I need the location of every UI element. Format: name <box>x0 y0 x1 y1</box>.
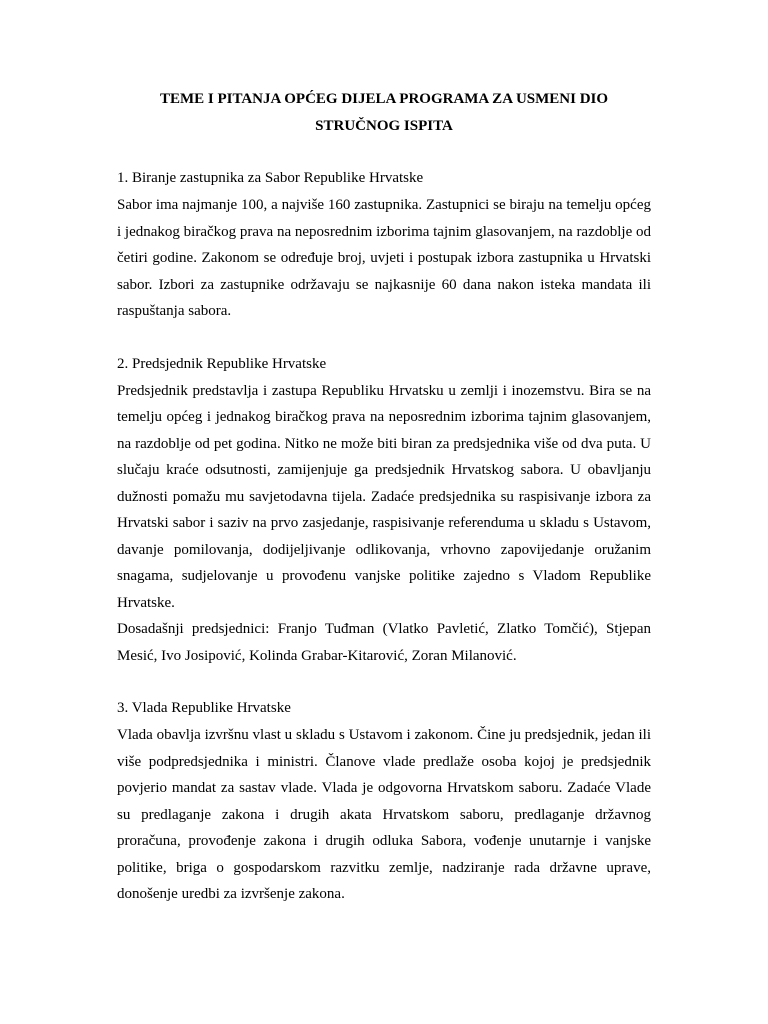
section-heading: 2. Predsjednik Republike Hrvatske <box>117 355 327 372</box>
section-sabor <box>117 165 651 325</box>
section-paragraph: Dosadašnji predsjednici: Franjo Tuđman (Vlatko Pavletić, Zlatko Tomčić), Stjepan Mesić, Ivo Josipović, Kolinda Grabar-Kitarović, Zoran Milanović. <box>117 621 651 664</box>
section-paragraph: Predsjednik predstavlja i zastupa Republiku Hrvatsku u zemlji i inozemstvu. Bira se na temelju općeg i jednakog biračkog prava na neposrednim izborima tajnim glasovanjem, na razdoblje od pet godina. Nitko ne može biti biran za predsjednika više od dva puta. U slučaju kraće odsutnosti, zamijenjuje ga predsjednik Hrvatskog sabora. U obavljanju dužnosti pomažu mu savjetodavna tijela. Zadaće predsjednika su raspisivanje izbora za Hrvatski sabor i saziv na prvo zasjedanje, raspisivanje referenduma u skladu s Ustavom, davanje pomilovanja, dodijeljivanje odlikovanja, vrhovno zapovijedanje oružanim snagama, sudjelovanje u provođenu vanjske politike zajedno s Vladom Republike Hrvatske. <box>117 382 651 611</box>
section-heading: 1. Biranje zastupnika za Sabor Republike Hrvatske <box>117 170 424 186</box>
section-vlada <box>117 695 651 908</box>
section-heading: 3. Vlada Republike Hrvatske <box>117 700 291 716</box>
document-title-line-1: TEME I PITANJA OPĆEG DIJELA PROGRAMA ZA USMENI DIO <box>159 91 609 107</box>
section-predsjednik <box>117 351 651 670</box>
document-title <box>117 86 651 140</box>
section-paragraph: Sabor ima najmanje 100, a najviše 160 zastupnika. Zastupnici se biraju na temelju općeg i jednakog biračkog prava na neposrednim izborima tajnim glasovanjem, na razdoblje od četiri godine. Zakonom se određuje broj, uvjeti i postupak izbora zastupnika u Hrvatski sabor. Izbori za zastupnike održavaju se najkasnije 60 dana nakon isteka mandata ili raspuštanja sabora. <box>117 197 651 319</box>
document-title-line-2: STRUČNOG ISPITA <box>315 118 453 134</box>
section-paragraph: Vlada obavlja izvršnu vlast u skladu s Ustavom i zakonom. Čine ju predsjednik, jedan ili više podpredsjednika i ministri. Članove vlade predlaže osoba kojoj je predsjednik povjerio mandat za sastav vlade. Vlada je odgovorna Hrvatskom saboru. Zadaće Vlade su predlaganje zakona i drugih akata Hrvatskom saboru, predlaganje državnog proračuna, provođenje zakona i drugih odluka Sabora, vođenje unutarnje i vanjske politike, briga o gospodarskom razvitku zemlje, nadziranje rada državne uprave, donošenje uredbi za izvršenje zakona. <box>117 727 651 902</box>
